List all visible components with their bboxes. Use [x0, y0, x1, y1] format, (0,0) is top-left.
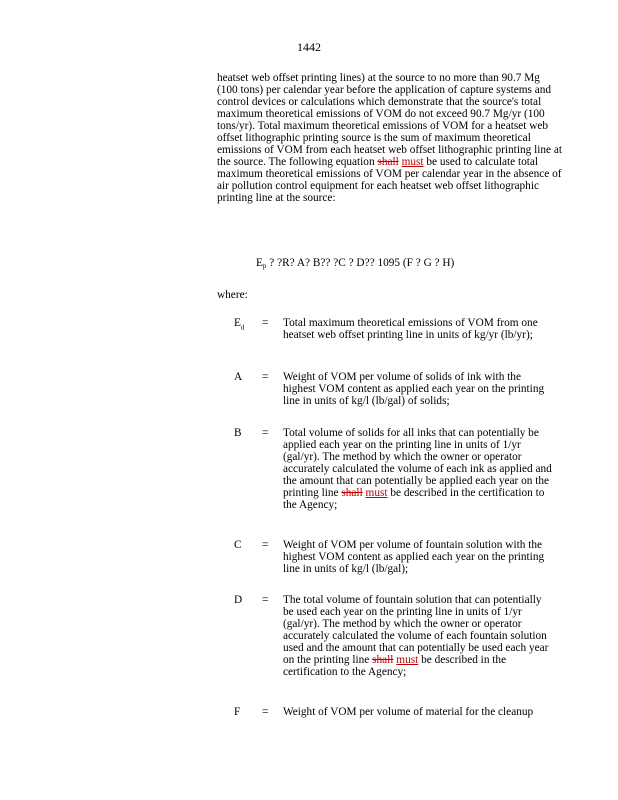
equation-lhs-subscript: p [262, 262, 267, 270]
equation-rhs: ? ?R? A? B?? ?C ? D?? 1095 (F ? G ? H) [266, 257, 455, 269]
inserted-text: must [401, 156, 424, 169]
definition-symbol: C [234, 539, 242, 551]
inserted-text: must [365, 487, 388, 500]
definition-symbol [234, 317, 244, 331]
definition-text-part: Total volume of solids for all inks that can potentially be applied each year on the printing line in units of 1/yr (gal/yr). The method by which the owner or operator accurately calculated the volume of each ink as applied and the amount that can potentially be applied each year on the printing line [283, 427, 552, 500]
symbol-subscript: d [240, 323, 245, 332]
definition-text: Weight of VOM per volume of material for the cleanup [283, 706, 534, 718]
definition-text: Weight of VOM per volume of fountain solution with the highest VOM content as applied each year on the printing line in units of kg/l (lb/gal); [283, 539, 545, 576]
definition-text-part: be described in the certification to the Agency; [283, 487, 545, 512]
paragraph-text: heatset web offset printing lines) at the source to no more than 90.7 Mg (100 tons) per calendar year before the application of capture systems and control devices or calculations which demonstrate that the source's total maximum theoretical emissions of VOM do not exceed 90.7 Mg/yr (100 tons/yr). Total maximum theoretical emissions of VOM for a heatset web offset lithographic printing source is the sum of maximum theoretical emissions of VOM from each heatset web offset lithographic printing line at the source. The following equation [217, 72, 563, 169]
paragraph-text-continued: be used to calculate total maximum theoretical emissions of VOM per calendar year in the absence of air pollution control equipment for each heatset web offset lithographic printing line at the source: [217, 156, 562, 205]
definition-text [283, 427, 553, 511]
emissions-equation [256, 257, 454, 270]
definition-equals: = [262, 371, 269, 383]
where-label: where: [217, 289, 248, 301]
page-number: 1442 [297, 40, 321, 54]
definition-symbol: B [234, 427, 242, 439]
body-paragraph [217, 72, 562, 205]
definition-equals: = [262, 706, 269, 718]
definition-symbol: D [234, 594, 243, 606]
deleted-text: shall [377, 156, 399, 169]
equation-lhs: E [256, 257, 263, 269]
symbol-letter: E [234, 317, 241, 329]
definition-text: Total maximum theoretical emissions of VOM from one heatset web offset printing line in units of kg/yr (lb/yr); [283, 317, 538, 342]
definition-symbol: F [234, 706, 241, 718]
definition-text [283, 594, 553, 678]
definition-equals: = [262, 594, 269, 606]
definition-text-part: be described in the certification to the Agency; [283, 654, 507, 679]
definition-text-part: The total volume of fountain solution that can potentially be used each year on the printing line in units of 1/yr (gal/yr). The method by which the owner or operator accurately calculated the volume of each fountain solution used and the amount that can potentially be used each year on the printing line [283, 594, 549, 667]
deleted-text: shall [341, 487, 363, 500]
deleted-text: shall [372, 654, 394, 667]
definition-symbol: A [234, 371, 243, 383]
inserted-text: must [396, 654, 419, 667]
definition-equals: = [262, 317, 269, 329]
definition-text: Weight of VOM per volume of solids of ink with the highest VOM content as applied each year on the printing line in units of kg/l (lb/gal) of solids; [283, 371, 545, 408]
definition-equals: = [262, 427, 269, 439]
definition-equals: = [262, 539, 269, 551]
